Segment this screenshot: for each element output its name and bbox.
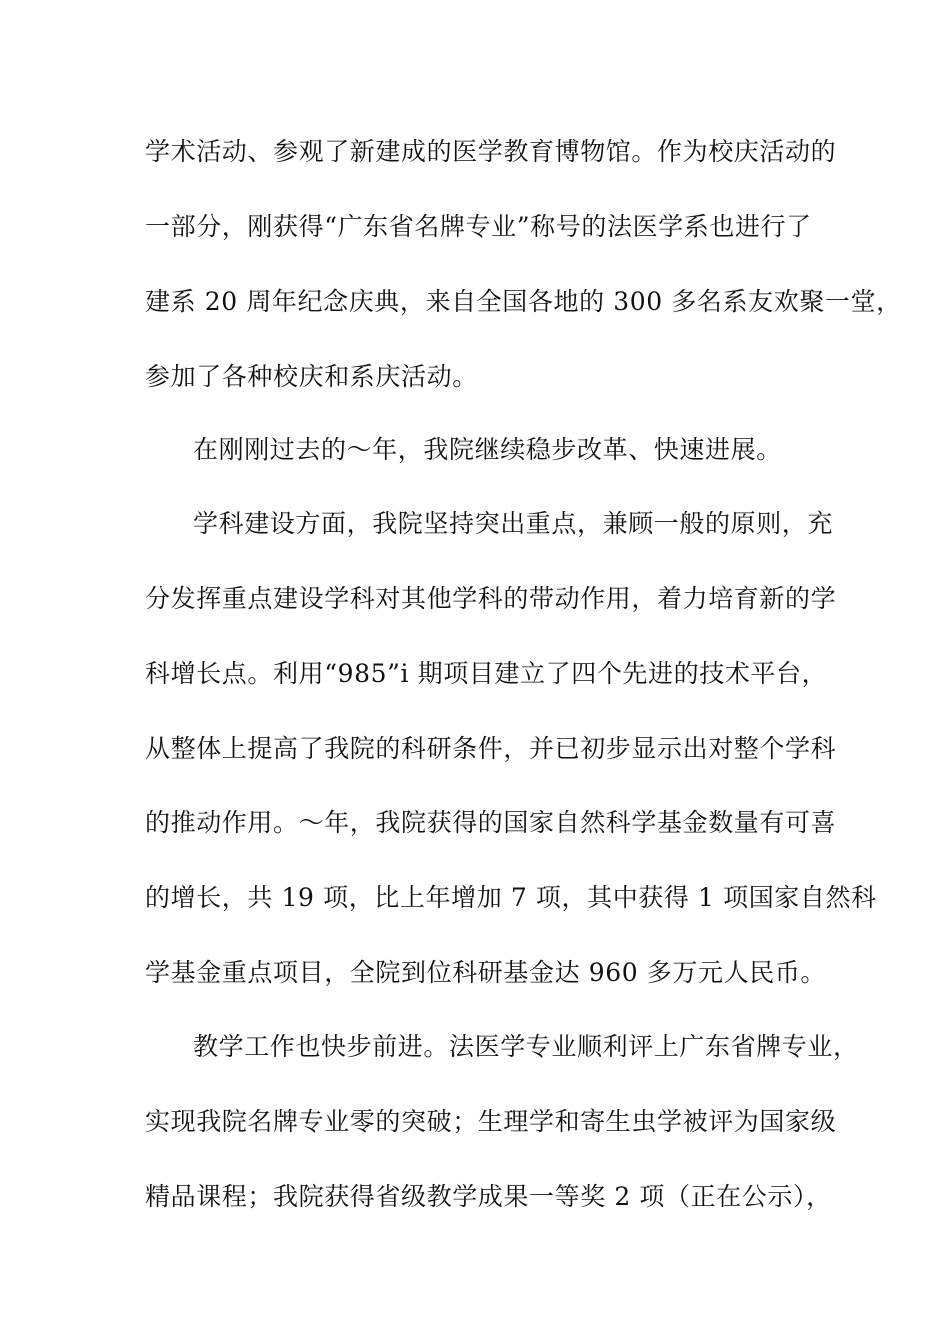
text-line: 科增长点。利用“985”i 期项目建立了四个先进的技术平台， xyxy=(145,659,828,688)
paragraph-start-line: 教学工作也快步前进。法医学专业顺利评上广东省牌专业， xyxy=(193,1032,859,1061)
text-line: 参加了各种校庆和系庆活动。 xyxy=(145,362,478,391)
text-line: 一部分，刚获得“广东省名牌专业”称号的法医学系也进行了 xyxy=(145,212,812,241)
text-line: 的推动作用。～年，我院获得的国家自然科学基金数量有可喜 xyxy=(145,808,837,837)
paragraph-start-line: 在刚刚过去的～年，我院继续稳步改革、快速进展。 xyxy=(193,435,782,464)
text-line: 学基金重点项目，全院到位科研基金达 960 多万元人民币。 xyxy=(145,958,827,987)
paragraph-start-line: 学科建设方面，我院坚持突出重点，兼顾一般的原则，充 xyxy=(193,509,834,538)
text-line: 实现我院名牌专业零的突破；生理学和寄生虫学被评为国家级 xyxy=(145,1107,837,1136)
text-line: 学术活动、参观了新建成的医学教育博物馆。作为校庆活动的 xyxy=(145,137,837,166)
text-line: 从整体上提高了我院的科研条件，并已初步显示出对整个学科 xyxy=(145,734,837,763)
text-line: 建系 20 周年纪念庆典，来自全国各地的 300 多名系友欢聚一堂， xyxy=(145,287,902,316)
text-line: 精品课程；我院获得省级教学成果一等奖 2 项（正在公示）， xyxy=(145,1182,832,1211)
text-line: 的增长，共 19 项，比上年增加 7 项，其中获得 1 项国家自然科 xyxy=(145,883,877,912)
text-line: 分发挥重点建设学科对其他学科的带动作用，着力培育新的学 xyxy=(145,584,837,613)
